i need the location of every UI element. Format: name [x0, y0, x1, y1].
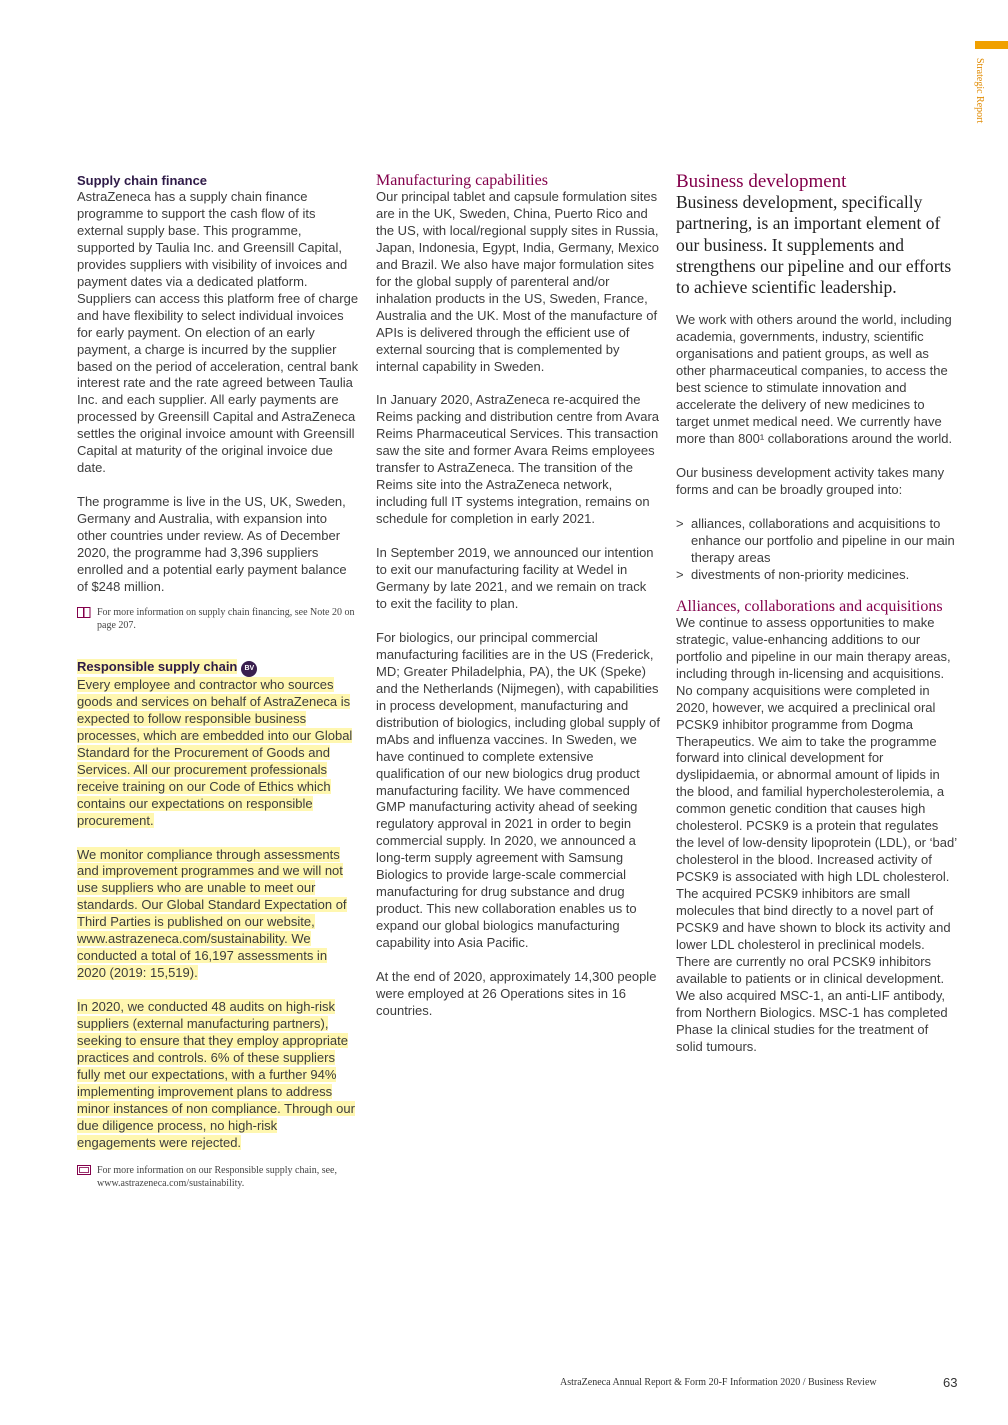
supply-chain-finance-heading: Supply chain finance: [77, 173, 208, 188]
list-item: [676, 567, 958, 584]
list-item-text: alliances, collaborations and acquisitions to enhance our portfolio and pipeline in our main therapy areas: [691, 516, 955, 565]
bv-badge: BV: [241, 661, 257, 677]
note-text: For more information on supply chain financing, see Note 20 on page 207.: [97, 606, 355, 631]
paragraph: The programme is live in the US, UK, Sweden, Germany and Australia, with expansion into other countries under review. As of December 2020, the programme had 3,396 suppliers enrolled and a potential early payment balance of $248 million.: [77, 494, 347, 594]
page-number: 63: [943, 1375, 958, 1390]
bullet-marker: >: [676, 566, 684, 582]
highlighted-text: We monitor compliance through assessments and improvement programmes and we will not use suppliers who are unable to meet our standards. Our Global Standard Expectation of Third Parties is published on our website, www.astrazeneca.com/sustainability. We conducted a total of 16,197 assessments in 2020 (2019: 15,519).: [77, 846, 347, 981]
list-item: [676, 516, 958, 567]
paragraph: Our principal tablet and capsule formulation sites are in the UK, Sweden, China, Puerto Rico and the US, with local/regional supply sites in Russia, Japan, Indonesia, Egypt, India, Germany, Mexico and Brazil. We also have major formulation sites for the global supply of parenteral and/or inhalation products in the US, Sweden, France, Australia and the UK. Most of the manufacture of APIs is delivered through the efficient use of external sourcing that is complemented by internal capability in Sweden.: [376, 189, 660, 374]
intro-statement: Business development, specifically partnering, is an important element of our business. It supplements and strengthens our pipeline and our efforts to achieve scientific leadership.: [676, 192, 952, 298]
paragraph: Our business development activity takes many forms and can be broadly grouped into:: [676, 465, 945, 498]
paragraph: We continue to assess opportunities to make strategic, value-enhancing additions to our portfolio and pipeline in our main therapy areas, including through in-licensing and acquisitions. No company acquisitions were completed in 2020, however, we acquired a preclinical oral PCSK9 inhibitor programme from Dogma Therapeutics. We aim to take the programme forward into clinical development for dyslipidaemia, or abnormal amount of lipids in the blood, and familial hypercholesterolemia, a common genetic condition that causes high cholesterol. PCSK9 is a protein that regulates the level of low-density lipoprotein (LDL), or ‘bad’ cholesterol in the blood. Increased activity of PCSK9 is associated with high LDL cholesterol. The acquired PCSK9 inhibitors are small molecules that bind directly to a novel part of PCSK9 and have shown to block its activity and lower LDL cholesterol in preclinical models. There are currently no oral PCSK9 inhibitors available to patients or in clinical development. We also acquired MSC-1, an anti-LIF antibody, from Northern Biologics. MSC-1 has completed Phase Ia clinical studies for the treatment of solid tumours.: [676, 614, 957, 1054]
web-link-icon: [77, 1165, 91, 1176]
paragraph: At the end of 2020, approximately 14,300 people were employed at 26 Operations sites in 16 countries.: [376, 969, 657, 1018]
business-development-heading: Business development: [676, 171, 847, 192]
alliances-heading: Alliances, collaborations and acquisitions: [676, 597, 943, 615]
footer-title: AstraZeneca Annual Report & Form 20-F Information 2020 / Business Review: [560, 1377, 877, 1388]
paragraph: AstraZeneca has a supply chain finance programme to support the cash flow of its external supply base. This programme, supported by Taulia Inc. and Greensill Capital, provides suppliers with visibility of invoices and payment dates via a dedicated platform. Suppliers can access this platform free of charge and have flexibility to select individual invoices for early payment. On election of an early payment, a charge is incurred by the supplier based on the period of acceleration, central bank interest rate and the rate agreed between Taulia Inc. and each supplier. All early payments are processed by Greensill Capital and AstraZeneca settles the original invoice amount with Greensill Capital at maturity of the original invoice due date.: [77, 189, 359, 476]
highlighted-text: Every employee and contractor who sources goods and services on behalf of AstraZeneca is expected to follow responsible business processes, which are embedded into our Global Standard for the Procurement of Goods and Services. All our procurement professionals receive training on our Code of Ethics which contains our expectations on responsible procurement.: [77, 676, 353, 828]
paragraph: In January 2020, AstraZeneca re-acquired the Reims packing and distribution centre from Avara Reims Pharmaceutical Services. This transaction saw the site and former Avara Reims employees transfer to AstraZeneca. The transition of the Reims site into the AstraZeneca network, including full IT systems integration, remains on schedule for completion in early 2021.: [376, 392, 660, 527]
list-item-text: divestments of non-priority medicines.: [691, 566, 910, 582]
note-text: For more information on our Responsible supply chain, see, www.astrazeneca.com/sustainability.: [97, 1164, 337, 1189]
website-reference-note[interactable]: [77, 1164, 359, 1190]
paragraph: In September 2019, we announced our intention to exit our manufacturing facility at Wedel in Germany by late 2021, and we remain on track to exit the facility to plan.: [376, 545, 654, 611]
column-business-development: [676, 172, 958, 1073]
paragraph: For biologics, our principal commercial manufacturing facilities are in the US (Frederick, MD; Greater Philadelphia, PA), the UK (Speke) and the Netherlands (Nijmegen), with capabilities in process development, manufacturing and distribution of biologics, including global supply of mAbs and influenza vaccines. In Sweden, we have continued to complete extensive qualification of our new biologics drug product manufacturing facility. We have commenced GMP manufacturing activity ahead of seeking regulatory approval in 2021 in order to begin commercial supply. In 2020, we announced a long-term supply agreement with Samsung Biologics to provide large-scale commercial manufacturing for drug substance and drug product. This new collaboration enables us to expand our global biologics manufacturing capability into Asia Pacific.: [376, 629, 661, 951]
column-supply-chain: [77, 172, 359, 1190]
section-label: Strategic Report: [974, 58, 985, 124]
activity-list: [676, 516, 958, 584]
manufacturing-capabilities-heading: Manufacturing capabilities: [376, 172, 548, 189]
paragraph: [77, 847, 359, 983]
responsible-supply-chain-heading: [77, 658, 359, 677]
bullet-marker: >: [676, 516, 684, 532]
column-manufacturing: [376, 172, 660, 1037]
paragraph: We work with others around the world, including academia, governments, industry, scientific organisations and patient groups, as well as other pharmaceutical companies, to access the best science to stimulate innovation and accelerate the delivery of new medicines to target unmet medical need. We currently have more than 800¹ collaborations around the world.: [676, 312, 953, 447]
book-icon: [77, 607, 91, 618]
cross-reference-note[interactable]: [77, 606, 359, 632]
paragraph: [77, 999, 359, 1152]
heading-text: Responsible supply chain: [77, 658, 238, 674]
highlighted-text: In 2020, we conducted 48 audits on high-risk suppliers (external manufacturing partners), seeking to ensure that they employ appropriate practices and controls. 6% of these suppliers fully met our expectations, with a further 94% implementing improvement plans to address minor instances of non compliance. Through our due diligence process, no high-risk engagements were rejected.: [77, 999, 355, 1150]
paragraph: [77, 677, 359, 830]
section-tab-marker: [975, 41, 1008, 49]
